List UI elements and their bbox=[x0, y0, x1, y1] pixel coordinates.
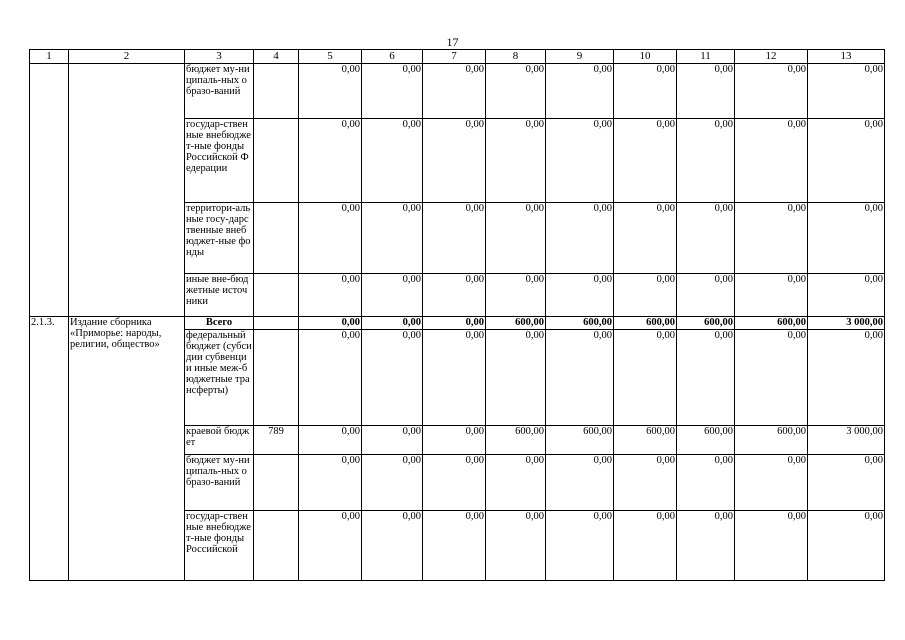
value-cell: 600,00 bbox=[735, 317, 808, 330]
table-header-row bbox=[30, 50, 885, 64]
value-cell: 0,00 bbox=[808, 455, 885, 511]
budget-code bbox=[254, 119, 299, 203]
column-header: 6 bbox=[362, 50, 423, 64]
value-cell: 0,00 bbox=[735, 455, 808, 511]
value-cell: 0,00 bbox=[299, 203, 362, 274]
value-cell: 0,00 bbox=[299, 455, 362, 511]
value-cell: 0,00 bbox=[486, 330, 546, 426]
value-cell: 0,00 bbox=[546, 511, 614, 581]
value-cell: 600,00 bbox=[486, 426, 546, 455]
value-cell: 0,00 bbox=[808, 203, 885, 274]
funding-source: бюджет му-ниципаль-ных образо-ваний bbox=[185, 64, 254, 119]
value-cell: 0,00 bbox=[299, 64, 362, 119]
budget-code bbox=[254, 274, 299, 317]
column-header: 9 bbox=[546, 50, 614, 64]
value-cell: 0,00 bbox=[614, 119, 677, 203]
budget-code bbox=[254, 511, 299, 581]
page-number: 17 bbox=[446, 35, 459, 49]
value-cell: 0,00 bbox=[299, 317, 362, 330]
value-cell: 0,00 bbox=[362, 317, 423, 330]
value-cell: 0,00 bbox=[299, 511, 362, 581]
value-cell: 0,00 bbox=[735, 511, 808, 581]
value-cell: 600,00 bbox=[614, 426, 677, 455]
value-cell: 0,00 bbox=[808, 274, 885, 317]
value-cell: 0,00 bbox=[423, 317, 486, 330]
value-cell: 0,00 bbox=[486, 455, 546, 511]
value-cell: 3 000,00 bbox=[808, 426, 885, 455]
value-cell: 0,00 bbox=[362, 203, 423, 274]
value-cell: 0,00 bbox=[486, 511, 546, 581]
value-cell: 0,00 bbox=[423, 330, 486, 426]
value-cell: 0,00 bbox=[362, 64, 423, 119]
budget-code bbox=[254, 64, 299, 119]
value-cell: 0,00 bbox=[362, 511, 423, 581]
value-cell: 600,00 bbox=[735, 426, 808, 455]
value-cell: 0,00 bbox=[614, 511, 677, 581]
value-cell: 0,00 bbox=[546, 274, 614, 317]
value-cell: 0,00 bbox=[423, 274, 486, 317]
value-cell: 0,00 bbox=[546, 64, 614, 119]
value-cell: 0,00 bbox=[546, 203, 614, 274]
budget-code bbox=[254, 330, 299, 426]
value-cell: 0,00 bbox=[808, 64, 885, 119]
funding-source: государ-ственные внебюджет-ные фонды Российской bbox=[185, 511, 254, 581]
column-header: 3 bbox=[185, 50, 254, 64]
value-cell: 600,00 bbox=[677, 317, 735, 330]
value-cell: 0,00 bbox=[423, 426, 486, 455]
funding-source: бюджет му-ниципаль-ных образо-ваний bbox=[185, 455, 254, 511]
funding-source: Всего bbox=[185, 317, 254, 330]
item-name: Издание сборника «Приморье: народы, религии, общество» bbox=[69, 317, 185, 581]
value-cell: 0,00 bbox=[299, 330, 362, 426]
value-cell: 0,00 bbox=[546, 330, 614, 426]
column-header: 4 bbox=[254, 50, 299, 64]
value-cell: 0,00 bbox=[423, 455, 486, 511]
column-header: 12 bbox=[735, 50, 808, 64]
value-cell: 0,00 bbox=[299, 119, 362, 203]
value-cell: 0,00 bbox=[299, 274, 362, 317]
value-cell: 600,00 bbox=[614, 317, 677, 330]
funding-source: иные вне-бюджетные источники bbox=[185, 274, 254, 317]
value-cell: 0,00 bbox=[299, 426, 362, 455]
value-cell: 600,00 bbox=[486, 317, 546, 330]
column-header: 2 bbox=[69, 50, 185, 64]
value-cell: 0,00 bbox=[423, 203, 486, 274]
value-cell: 0,00 bbox=[362, 119, 423, 203]
value-cell: 0,00 bbox=[486, 203, 546, 274]
table-row bbox=[30, 64, 885, 119]
column-header: 10 bbox=[614, 50, 677, 64]
table-row-total bbox=[30, 317, 885, 330]
value-cell: 0,00 bbox=[677, 203, 735, 274]
name-cell bbox=[69, 64, 185, 317]
value-cell: 0,00 bbox=[423, 64, 486, 119]
value-cell: 0,00 bbox=[423, 119, 486, 203]
value-cell: 0,00 bbox=[677, 511, 735, 581]
value-cell: 0,00 bbox=[735, 203, 808, 274]
value-cell: 0,00 bbox=[614, 455, 677, 511]
column-header: 11 bbox=[677, 50, 735, 64]
column-header: 5 bbox=[299, 50, 362, 64]
budget-code: 789 bbox=[254, 426, 299, 455]
funding-source: территори-альные госу-дарственные внебюджет-ные фонды bbox=[185, 203, 254, 274]
value-cell: 0,00 bbox=[362, 455, 423, 511]
value-cell: 600,00 bbox=[677, 426, 735, 455]
value-cell: 0,00 bbox=[677, 274, 735, 317]
value-cell: 0,00 bbox=[614, 64, 677, 119]
value-cell: 0,00 bbox=[423, 511, 486, 581]
value-cell: 0,00 bbox=[735, 330, 808, 426]
column-header: 8 bbox=[486, 50, 546, 64]
value-cell: 0,00 bbox=[677, 330, 735, 426]
funding-source: государ-ственные внебюджет-ные фонды Российской Федерации bbox=[185, 119, 254, 203]
code-cell bbox=[30, 64, 69, 317]
column-header: 1 bbox=[30, 50, 69, 64]
value-cell: 0,00 bbox=[677, 119, 735, 203]
value-cell: 0,00 bbox=[362, 426, 423, 455]
value-cell: 0,00 bbox=[614, 203, 677, 274]
value-cell: 0,00 bbox=[362, 330, 423, 426]
item-code: 2.1.3. bbox=[30, 317, 69, 581]
value-cell: 600,00 bbox=[546, 317, 614, 330]
value-cell: 0,00 bbox=[486, 64, 546, 119]
value-cell: 0,00 bbox=[677, 455, 735, 511]
value-cell: 0,00 bbox=[362, 274, 423, 317]
value-cell: 0,00 bbox=[735, 64, 808, 119]
value-cell: 0,00 bbox=[614, 274, 677, 317]
budget-code bbox=[254, 455, 299, 511]
value-cell: 0,00 bbox=[808, 511, 885, 581]
value-cell: 0,00 bbox=[486, 274, 546, 317]
column-header: 7 bbox=[423, 50, 486, 64]
value-cell: 0,00 bbox=[546, 119, 614, 203]
column-header: 13 bbox=[808, 50, 885, 64]
value-cell: 0,00 bbox=[546, 455, 614, 511]
value-cell: 0,00 bbox=[808, 119, 885, 203]
funding-source: федеральный бюджет (субсидии субвенции иные меж-бюджетные трансферты) bbox=[185, 330, 254, 426]
funding-source: краевой бюджет bbox=[185, 426, 254, 455]
value-cell: 0,00 bbox=[735, 119, 808, 203]
value-cell: 600,00 bbox=[546, 426, 614, 455]
value-cell: 0,00 bbox=[486, 119, 546, 203]
value-cell: 3 000,00 bbox=[808, 317, 885, 330]
budget-code bbox=[254, 317, 299, 330]
value-cell: 0,00 bbox=[677, 64, 735, 119]
value-cell: 0,00 bbox=[808, 330, 885, 426]
value-cell: 0,00 bbox=[735, 274, 808, 317]
value-cell: 0,00 bbox=[614, 330, 677, 426]
budget-code bbox=[254, 203, 299, 274]
budget-table bbox=[29, 49, 885, 581]
